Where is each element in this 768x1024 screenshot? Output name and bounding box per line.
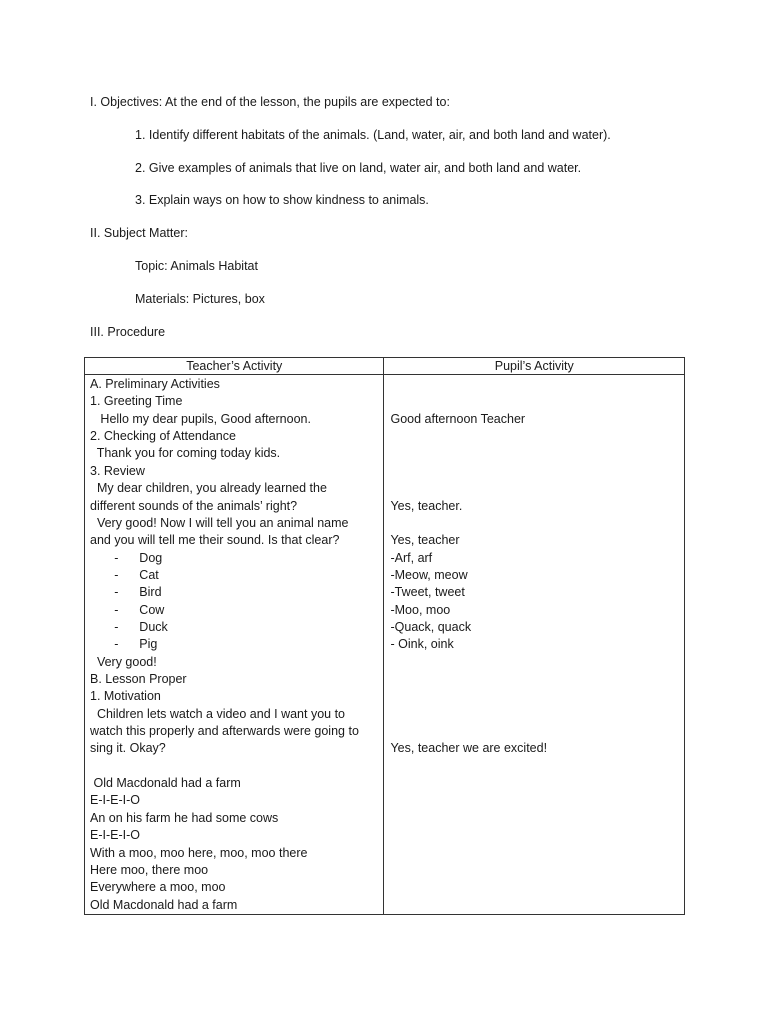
teacher-activity-line: 2. Checking of Attendance — [90, 429, 236, 444]
teacher-activity-line: - Duck — [90, 619, 168, 634]
teacher-activity-line: E-I-E-I-O — [90, 828, 140, 843]
teacher-activity-line: Here moo, there moo — [90, 862, 209, 877]
objective-item: 2. Give examples of animals that live on land, water air, and both land and water. — [135, 161, 582, 175]
teacher-activity-line: Everywhere a moo, moo — [90, 880, 226, 895]
topic-line: Topic: Animals Habitat — [135, 259, 258, 273]
teacher-activity-line: Thank you for coming today kids. — [90, 446, 281, 461]
teacher-activity-header: Teacher’s Activity — [85, 358, 384, 375]
pupil-activity-cell — [384, 375, 685, 915]
teacher-activity-line: Old Macdonald had a farm — [90, 776, 241, 791]
teacher-activity-line: 1. Greeting Time — [90, 394, 183, 409]
objective-item: 1. Identify different habitats of the animals. (Land, water, air, and both land and water). — [135, 128, 611, 142]
teacher-activity-line: - Dog — [90, 550, 163, 565]
teacher-activity-line: watch this properly and afterwards were going to — [90, 724, 359, 738]
pupil-activity-line: -Tweet, tweet — [390, 585, 465, 600]
pupil-activity-line: Yes, teacher. — [390, 498, 463, 513]
pupil-activity-line: Good afternoon Teacher — [390, 411, 526, 426]
pupil-activity-line: Yes, teacher — [390, 533, 460, 548]
teacher-activity-line: different sounds of the animals’ right? — [90, 498, 298, 513]
pupil-activity-line: -Arf, arf — [390, 550, 433, 565]
pupil-activity-line: -Moo, moo — [390, 602, 451, 617]
procedure-heading: III. Procedure — [90, 325, 166, 339]
subject-matter-heading: II. Subject Matter: — [90, 226, 188, 240]
teacher-activity-line: - Bird — [90, 585, 162, 600]
table-row — [85, 375, 685, 915]
teacher-activity-line: - Cow — [90, 602, 165, 617]
teacher-activity-line: An on his farm he had some cows — [90, 810, 279, 825]
teacher-activity-line: Old Macdonald had a farm — [90, 897, 238, 912]
pupil-activity-header: Pupil’s Activity — [384, 358, 685, 375]
table-header-row — [85, 358, 685, 375]
teacher-activity-line: E-I-E-I-O — [90, 793, 140, 808]
teacher-activity-line: Hello my dear pupils, Good afternoon. — [90, 411, 311, 426]
teacher-activity-line: - Pig — [90, 637, 158, 652]
teacher-activity-line: 1. Motivation — [90, 689, 161, 704]
teacher-activity-cell — [85, 375, 384, 915]
teacher-activity-line: 3. Review — [90, 463, 145, 478]
teacher-activity-line: Very good! Now I will tell you an animal name — [90, 515, 349, 530]
teacher-activity-line: sing it. Okay? — [90, 741, 166, 756]
teacher-activity-line: My dear children, you already learned the — [90, 481, 327, 496]
pupil-activity-line: -Quack, quack — [390, 619, 472, 634]
activity-table — [84, 357, 685, 915]
teacher-activity-line: B. Lesson Proper — [90, 672, 187, 686]
teacher-activity-line: Very good! — [90, 654, 157, 669]
teacher-activity-line: With a moo, moo here, moo, moo there — [90, 845, 308, 860]
pupil-activity-line: - Oink, oink — [390, 637, 454, 652]
teacher-activity-line: Children lets watch a video and I want you to — [90, 706, 346, 721]
objective-item: 3. Explain ways on how to show kindness to animals. — [135, 193, 429, 207]
teacher-activity-line: A. Preliminary Activities — [90, 377, 220, 391]
pupil-activity-line: -Meow, meow — [390, 567, 468, 582]
pupil-activity-line: Yes, teacher we are excited! — [390, 741, 548, 756]
teacher-activity-line: and you will tell me their sound. Is that clear? — [90, 533, 340, 548]
teacher-activity-line: - Cat — [90, 567, 159, 582]
materials-line: Materials: Pictures, box — [135, 292, 265, 306]
objectives-heading: I. Objectives: At the end of the lesson, the pupils are expected to: — [90, 95, 450, 109]
